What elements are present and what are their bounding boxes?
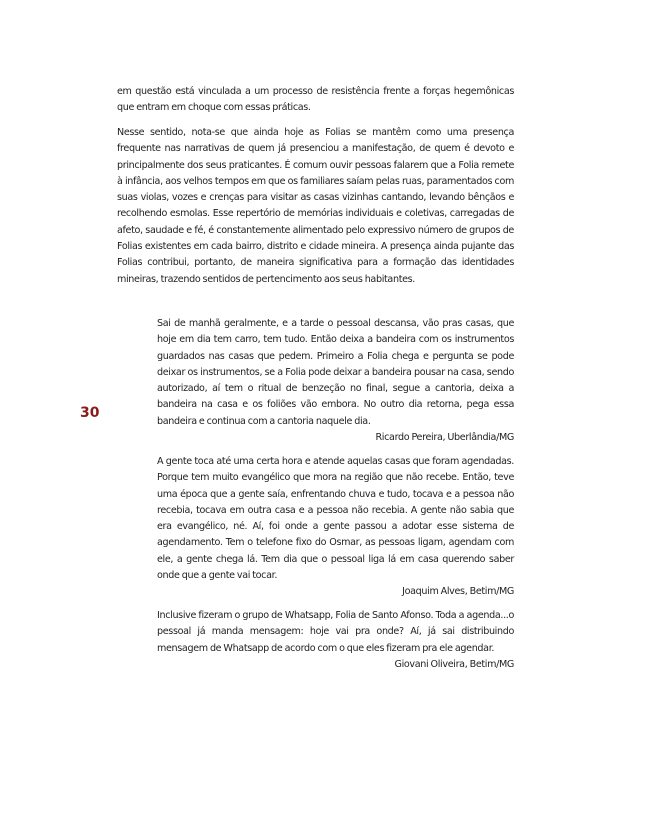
block-quote-1 [157,316,514,446]
quote-attribution: Giovani Oliveira, Betim/MG [394,658,514,670]
quote-text: A gente toca até uma certa hora e atende aquelas casas que foram agendadas. Porque tem muito evangélico que mora na região que não recebe. Então, teve uma época que a gente saía, enfrentando chuva e tudo, tocava e a pessoa não recebia, tocava em outra casa e a pessoa não recebia. A gente não sabia que era evangélico, né. Aí, foi onde a gente passou a adotar esse sistema de agendamento. Tem o telefone fixo do Osmar, as pessoas ligam, agendam com ele, a gente chega lá. Tem dia que o pessoal liga lá em casa querendo saber onde que a gente vai tocar. [157,456,514,582]
quote-text: Inclusive fizeram o grupo de Whatsapp, Folia de Santo Afonso. Toda a agenda...o pessoal já manda mensagem: hoje vai pra onde? Aí, já sai distribuindo mensagem de Whatsapp de acordo com o que eles fizeram pra ele agendar. [157,610,514,654]
body-paragraph-2: Nesse sentido, nota-se que ainda hoje as Folias se mantêm como uma presença frequente nas narrativas de quem já presenciou a manifestação, de quem é devoto e principalmente dos seus praticantes. É comum ouvir pessoas falarem que a Folia remete à infância, aos velhos tempos em que os familiares saíam pelas ruas, paramentados com suas violas, vozes e crenças para visitar as casas vizinhas cantando, levando bênçãos e recolhendo esmolas. Esse repertório de memórias individuais e coletivas, carregadas de afeto, saudade e fé, é constantemente alimentado pelo expressivo número de grupos de Folias existentes em cada bairro, distrito e cidade mineira. A presença ainda pujante das Folias contribui, portanto, de maneira significativa para a formação das identidades mineiras, trazendo sentidos de pertencimento aos seus habitantes. [117,127,514,285]
page-number: 30 [80,405,100,421]
quote-text: Sai de manhã geralmente, e a tarde o pessoal descansa, vão pras casas, que hoje em dia tem carro, tem tudo. Então deixa a bandeira com os instrumentos guardados nas casas que pedem. Primeiro a Folia chega e pergunta se pode deixar os instrumentos, se a Folia pode deixar a bandeira pousar na casa, sendo autorizado, aí tem o ritual de benzeção no final, segue a cantoria, deixa a bandeira na casa e os foliões vão embora. No outro dia retorna, pega essa bandeira e continua com a cantoria naquele dia. [157,318,514,427]
block-quote-2 [157,454,514,601]
quote-attribution: Ricardo Pereira, Uberlândia/MG [375,432,514,444]
body-paragraph-1: em questão está vinculada a um processo de resistência frente a forças hegemônicas que entram em choque com essas práticas. [117,86,514,114]
block-quote-3 [157,608,514,673]
quote-attribution: Joaquim Alves, Betim/MG [402,586,514,598]
